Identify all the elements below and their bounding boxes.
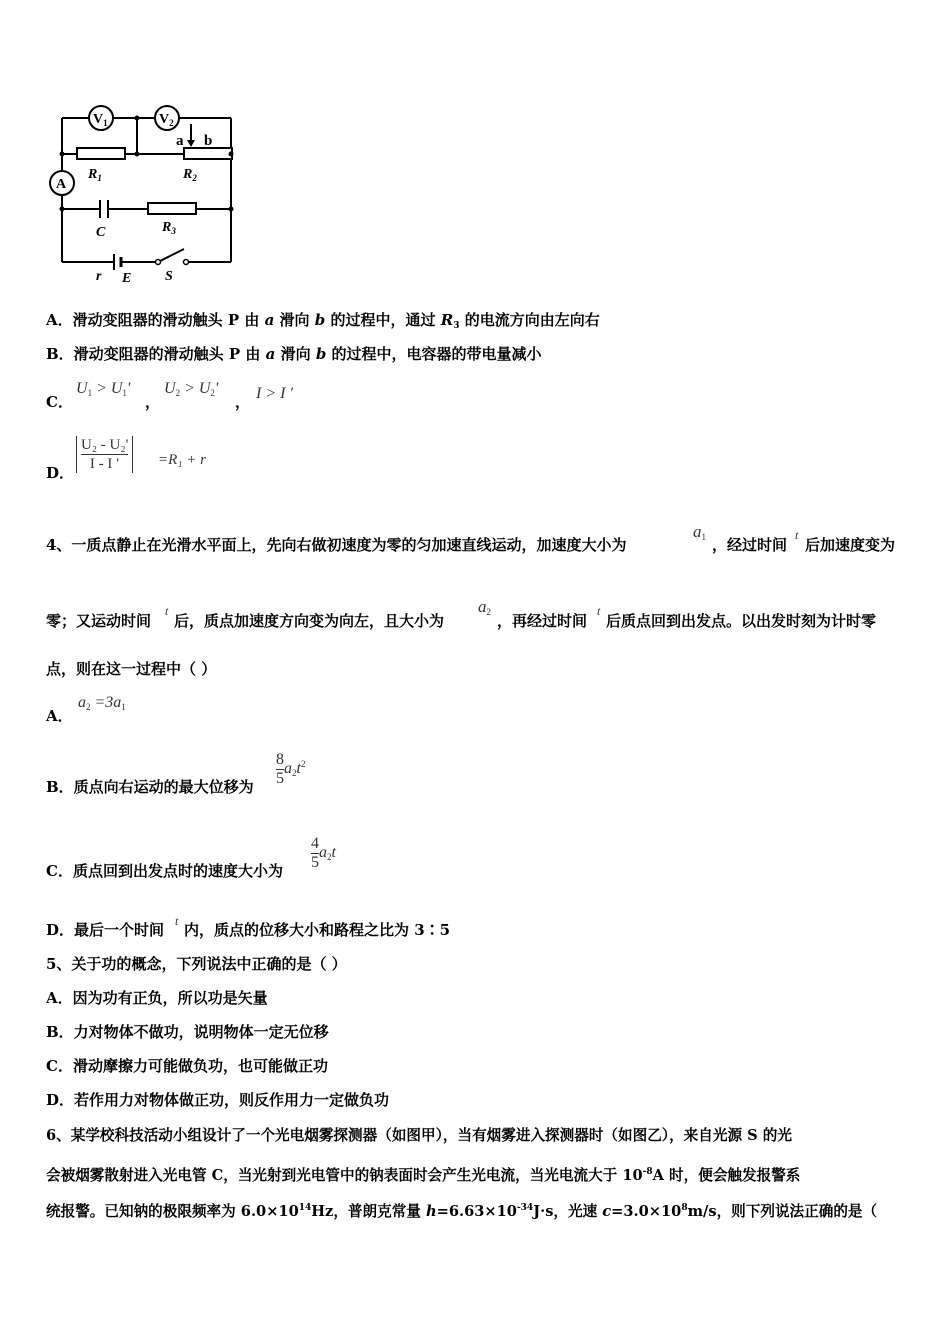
- resistor-r2: [184, 148, 232, 159]
- q4-symbol-a2: $a_2$: [478, 597, 491, 617]
- q4-line1-b: ，经过时间: [712, 536, 788, 554]
- label-r1: $R_1$: [88, 167, 102, 183]
- q4-symbol-t4: t: [175, 914, 179, 928]
- label-r3: $R_3$: [162, 220, 176, 236]
- q4-option-d-pre: D．最后一个时间: [46, 921, 165, 939]
- q4-option-b-text: B．质点向右运动的最大位移为: [46, 778, 254, 796]
- q3-option-c-expr1: $U_1 > U_1'$: [76, 380, 131, 398]
- q3-option-d-label: D．: [46, 464, 75, 482]
- q5-option-a: A．因为功有正负，所以功是矢量: [46, 989, 268, 1007]
- q4-option-c-text: C．质点回到出发点时的速度大小为: [46, 862, 283, 880]
- q3-option-c-expr2: $U_2 > U_2'$: [164, 380, 219, 398]
- label-c: C: [96, 225, 106, 240]
- switch-terminal-right: [184, 260, 189, 265]
- q6-line2: 会被烟雾散射进入光电管 C，当光射到光电管中的钠表面时会产生光电流，当光电流大于 $10^{-8}A$ 时，便会触发报警系: [46, 1167, 801, 1184]
- q6-line3: 统报警。已知钠的极限频率为 $6.0\times 10^{14}Hz$，普朗克常量 $h=6.63\times 10^{-34}J\cdot s$，光速 $c=3.0\times 10^8m/s$，则下列说法正确的是（: [46, 1203, 878, 1220]
- label-r: r: [96, 269, 102, 284]
- v2-label: $V_2$: [159, 112, 174, 128]
- v1-label: $V_1$: [93, 112, 108, 128]
- q4-line2-c: ，再经过时间: [497, 612, 588, 630]
- q4-line2-a: 零；又运动时间: [46, 612, 152, 630]
- slider-arrowhead: [187, 140, 195, 147]
- switch-lever: [160, 249, 184, 261]
- q4-line2-b: 后，质点加速度方向变为向左，且大小为: [174, 612, 445, 630]
- q4-symbol-t1: t: [795, 528, 799, 542]
- q4-line3: 点，则在这一过程中（ ）: [46, 660, 217, 678]
- a-label: A: [56, 177, 67, 192]
- label-r2: $R_2$: [183, 167, 197, 183]
- q4-option-a-expr: $a_2 =3a_1$: [78, 694, 126, 712]
- q5-option-c: C．滑动摩擦力可能做负功，也可能做正功: [46, 1057, 328, 1075]
- q4-symbol-t2: t: [165, 604, 169, 618]
- switch-terminal-left: [156, 260, 161, 265]
- q4-option-d-post: 内，质点的位移大小和路程之比为 3∶5: [184, 921, 451, 939]
- q5-option-b: B．力对物体不做功，说明物体一定无位移: [46, 1023, 329, 1041]
- label-b: b: [204, 133, 213, 149]
- resistor-r3: [148, 203, 196, 214]
- label-s: S: [165, 269, 173, 284]
- q4-symbol-t3: t: [597, 604, 601, 618]
- label-e: E: [122, 271, 132, 286]
- q3-option-c-sep2: ，: [235, 393, 251, 411]
- q4-option-c-expr: $\frac{4}{5}$ $a_2t$: [311, 835, 336, 871]
- q4-option-a-label: A．: [46, 707, 73, 725]
- q3-option-d-fraction: $\frac{\text{U₂ - U₂'}}{I - I '}$: [76, 436, 133, 473]
- q3-option-a: A．滑动变阻器的滑动触头 P 由 a 滑向 b 的过程中，通过 $R_3$ 的电流方向由左向右: [46, 311, 600, 331]
- q4-line1-c: 后加速度变为: [805, 536, 896, 554]
- q3-option-b: B．滑动变阻器的滑动触头 P 由 a 滑向 b 的过程中，电容器的带电量减小: [46, 345, 542, 363]
- circuit-diagram: [44, 96, 244, 286]
- q6-line1: 6、某学校科技活动小组设计了一个光电烟雾探测器（如图甲），当有烟雾进入探测器时（如图乙），来自光源 S 的光: [46, 1127, 792, 1144]
- q4-option-b-expr: $\frac{8}{5}$ $a_2t^2$: [276, 751, 306, 787]
- resistor-r1: [77, 148, 125, 159]
- q4-line2-d: 后质点回到出发点。以出发时刻为计时零: [606, 612, 877, 630]
- q4-line1: 4、一质点静止在光滑水平面上，先向右做初速度为零的匀加速直线运动，加速度大小为: [46, 536, 627, 554]
- q5-stem: 5、关于功的概念，下列说法中正确的是（ ）: [46, 955, 347, 973]
- label-a: a: [176, 133, 184, 149]
- q3-option-d-rhs: =R₁ + r: [158, 452, 206, 468]
- q3-option-c-label: C．: [46, 393, 73, 411]
- q3-option-c-sep1: ，: [145, 393, 161, 411]
- q5-option-d: D．若作用力对物体做正功，则反作用力一定做负功: [46, 1091, 390, 1109]
- q4-symbol-a1: $a_1$: [693, 522, 706, 542]
- q3-option-c-expr3: I > I ′: [256, 385, 293, 402]
